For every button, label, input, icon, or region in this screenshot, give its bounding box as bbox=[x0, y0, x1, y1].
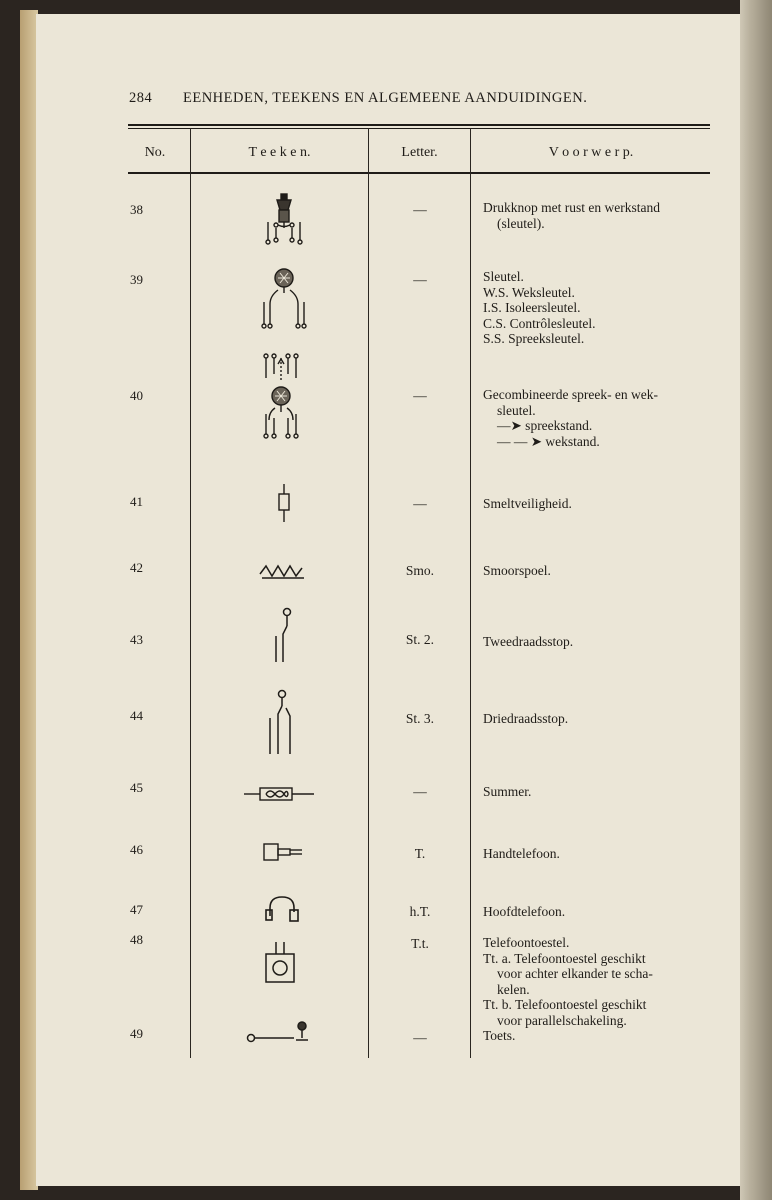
row-no: 46 bbox=[130, 842, 143, 857]
row-no: 40 bbox=[130, 388, 143, 403]
row-description: Toets. bbox=[483, 1028, 516, 1043]
row-no: 43 bbox=[130, 632, 143, 647]
header-no: No. bbox=[144, 145, 166, 160]
column-divider bbox=[368, 128, 369, 1058]
header-teeken: T e e k e n. bbox=[248, 145, 311, 160]
row-description: Smoorspoel. bbox=[483, 563, 551, 578]
header-rule bbox=[128, 172, 710, 174]
row-letter: — bbox=[413, 388, 427, 403]
row-description: Sleutel. W.S. Weksleutel. I.S. Isoleersleutel. C.S. Contrôlesleutel. S.S. Spreeksleutel. bbox=[483, 269, 596, 346]
three-wire-plug-icon bbox=[264, 688, 300, 760]
row-no: 38 bbox=[130, 202, 143, 217]
page-number: 284 bbox=[129, 90, 153, 106]
key-switch-icon bbox=[258, 266, 314, 332]
row-letter: St. 2. bbox=[405, 632, 435, 647]
row-letter: — bbox=[413, 784, 427, 799]
push-button-key-icon bbox=[262, 192, 312, 246]
row-description: Drukknop met rust en werkstand (sleutel). bbox=[483, 200, 660, 231]
row-description: Telefoontoestel. Tt. a. Telefoontoestel geschikt voor achter elkander te scha- kelen. Tt. b. Telefoontoestel geschikt voor parallelschakeling. bbox=[483, 935, 653, 1028]
row-description: Summer. bbox=[483, 784, 532, 799]
fuse-icon bbox=[274, 484, 294, 524]
row-letter: T.t. bbox=[411, 936, 429, 951]
row-description: Hoofdtelefoon. bbox=[483, 904, 566, 919]
combined-key-icon bbox=[260, 352, 310, 442]
row-letter: — bbox=[413, 202, 427, 217]
row-letter: St. 3. bbox=[405, 711, 435, 726]
telephone-set-icon bbox=[262, 940, 298, 986]
column-divider bbox=[190, 128, 191, 1058]
row-no: 45 bbox=[130, 780, 143, 795]
row-no: 49 bbox=[130, 1026, 143, 1041]
top-rule bbox=[128, 124, 710, 126]
row-no: 44 bbox=[130, 708, 143, 723]
header-letter: Letter. bbox=[401, 145, 438, 160]
running-head: EENHEDEN, TEEKENS EN ALGEMEENE AANDUIDINGEN. bbox=[183, 90, 588, 106]
row-description: Handtelefoon. bbox=[483, 846, 560, 861]
handset-icon bbox=[262, 840, 312, 864]
row-letter: — bbox=[413, 1030, 427, 1045]
row-letter: h.T. bbox=[409, 904, 431, 919]
page-edge bbox=[740, 0, 772, 1200]
buzzer-icon bbox=[244, 784, 316, 804]
header-voorwerp: V o o r w e r p. bbox=[548, 145, 634, 160]
row-description: Driedraadsstop. bbox=[483, 711, 569, 726]
row-letter: T. bbox=[414, 846, 426, 861]
row-no: 48 bbox=[130, 932, 143, 947]
row-description: Gecombineerde spreek- en wek- sleutel. —➤ spreekstand. — — ➤ wekstand. bbox=[483, 387, 659, 449]
column-divider bbox=[470, 128, 471, 1058]
row-letter: — bbox=[413, 496, 427, 511]
row-no: 47 bbox=[130, 902, 143, 917]
top-rule-thin bbox=[128, 128, 710, 129]
choke-coil-icon bbox=[258, 560, 308, 582]
row-no: 41 bbox=[130, 494, 143, 509]
row-letter: — bbox=[413, 272, 427, 287]
headphone-icon bbox=[264, 894, 300, 924]
row-no: 42 bbox=[130, 560, 143, 575]
row-description: Tweedraadsstop. bbox=[483, 634, 574, 649]
two-wire-plug-icon bbox=[270, 606, 296, 666]
row-description: Smeltveiligheid. bbox=[483, 496, 572, 511]
row-no: 39 bbox=[130, 272, 143, 287]
row-letter: Smo. bbox=[405, 563, 435, 578]
key-toets-icon bbox=[246, 1018, 316, 1046]
